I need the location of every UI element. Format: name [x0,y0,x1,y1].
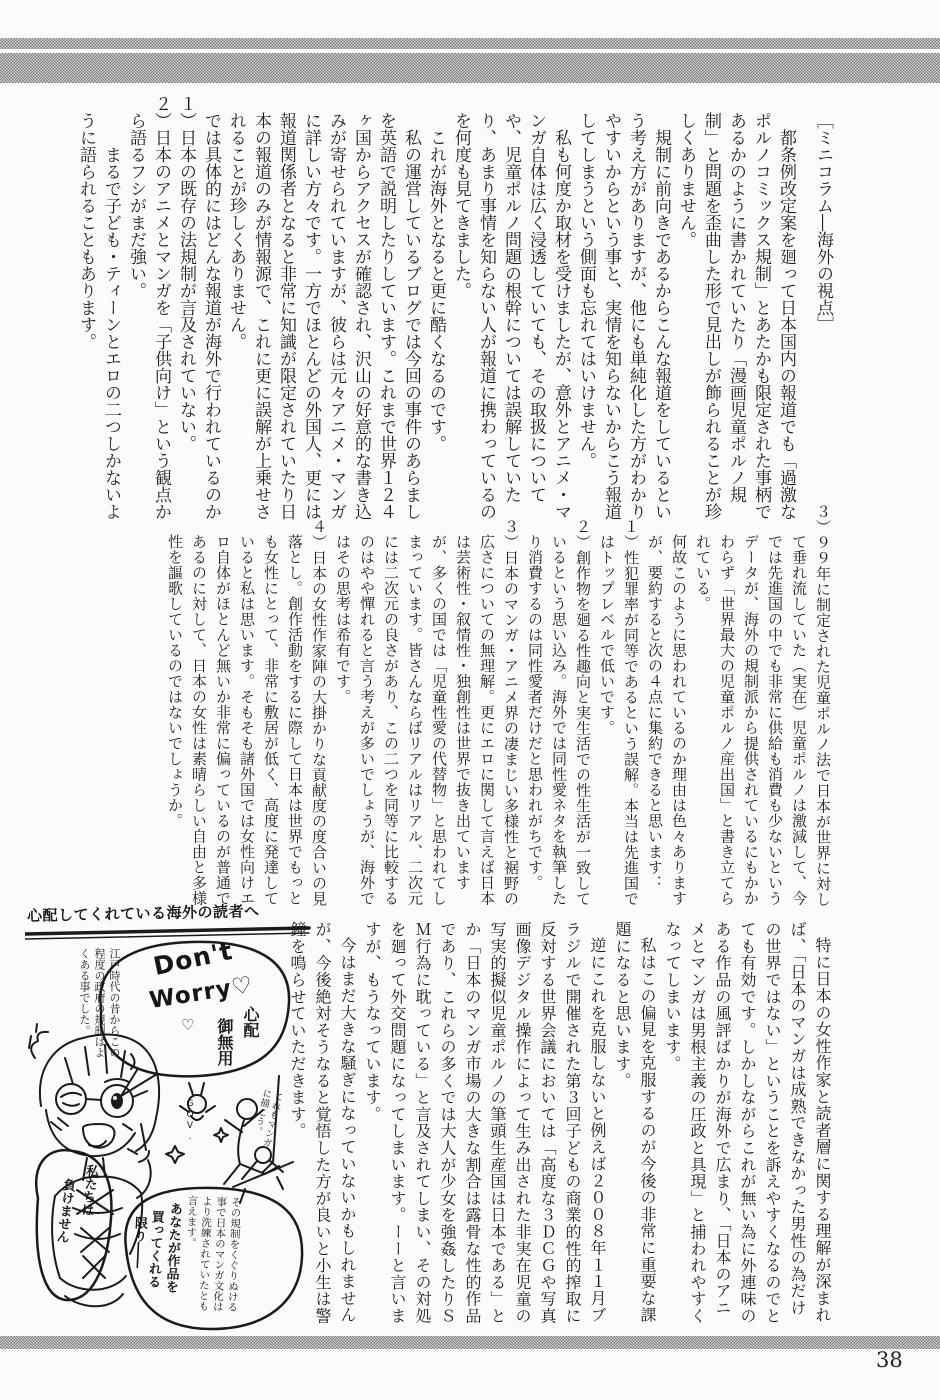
mini-column-section-1 [73,95,835,524]
reader-message-illustration [25,896,313,1338]
list-item: ４）日本の女性作家陣の大掛かりな貢献度の度合いの見落とし。創作活動をするに際して日本は世界でもっとも女性にとって、非常に敷居が低く、高度に発達していると私は思います。そもそも諸外国では女性向けエロ自体がほとんど無いか非常に偏っているのが普通であるのに対して、日本の女性は素晴らしい自由と多様性を謳歌しているのではないでしょうか。 [166,519,328,907]
illustration-caption: 心配してくれている海外の読者へ [26,902,260,925]
mini-column-section-2 [163,504,835,910]
list-item: ２）創作物を廻る性趣向と実生活での性生活が一致しているという思い込み。海外では同性愛ネタを執筆したり消費するのは同性愛者だけだと思われがちです。 [526,519,592,907]
paragraph: 特に日本の女性作家と読者層に関する理解が深まれば、「日本のマンガは成熟できなかった男性の為だけの世界ではない」ということを訴えやすくなるのでとても有効です。しかしながらこれが無い為に外連味のある作品の風評ばかりが海外で広まり、「日本のアニメとマンガは男根主義の圧政と具現」と捕われやすくなってしまいます。 [663,921,832,1325]
caption-underline [25,928,309,939]
paragraph: これが海外となると更に酷くなるのです。 [426,129,446,452]
bottom-bubble-large-text: 限り―― [129,1215,148,1269]
paragraph: 規制に前向きであるからこんな報道をしているという考え方がありますが、他にも単純化した方がわかりやすいからという事と、実情を知らないからこう報道してしまうという側面も忘れてはいけません。 [576,112,671,520]
list-item: ３）９９年に制定された児童ポルノ法で日本が世界に対して垂れ流していた（実在）児童ポルノは激減して、今では先進国の中でも非常に供給も消費も少ないというデータが、海外の規制派から提供されているにもかかわらず「世界最大の児童ポルノ産出国」と書き立てられている。 [694,504,832,907]
left-bubble-text: 負けません [53,1177,76,1244]
paragraph: では具体的にはどんな報道が海外で行われているのか [201,112,221,520]
paragraph: 都条例改定案を廻って日本国内の報道でも「過激なポルノコミックス規制」とあたかも限定された事柄であるかのように書かれていたり「漫画児童ポルノ規制」と問題を歪曲した形で見出しが飾られることが珍しくありません。 [676,112,796,520]
bottom-bubble-small-text: その規制をくぐりぬける事で日本のマンガ文化はより洗練されていたとも言えます。 [184,1195,243,1313]
paragraph: 今はまだ大きな騒ぎになっていないかもしれませんが、今後絶対そうなると覚悟した方が良いと小生は警鐘を鳴らせていただきます。 [288,921,357,1325]
list-item: ３）日本のマンガ・アニメ界の凄まじい多様性と裾野の広さについての無理解。更にエロに関して言えば日本は芸術性・叙情性・独創性は世界で抜き出ていますが、多くの国では「児童性愛の代替物」と思われてしまっています。皆さんならばリアルはリアル、二次元には二次元の良さがあり、この二つを同等に比較するのはやや憚れると言う考えが多いでしょうが、海外ではその思考は希有です。 [334,519,520,907]
starburst [166,1146,184,1163]
paragraph: 私の運営しているブログでは今回の事件のあらましを英語で説明したりしています。これまで世界１２４ヶ国からアクセスが確認され、沢山の好意的な書き込みが寄せられていますが、彼らは元々アニメ・マンガに詳しい方々です。一方でほとんどの外国人、更には報道関係者となると非常に知識が限定されていたり日本の報道のみが情報源で、これに更に誤解が上乗せされることが珍しくありません。 [226,112,421,520]
column-title: ［ミニコラム―海外の視点］ [813,112,833,333]
top-border-stripe-thin [0,38,940,49]
open-mouth [83,1124,114,1148]
dont-worry-text-line2: Worry♡ [147,971,256,1015]
bubble-jp-text: 御無用 [215,1018,234,1066]
dont-worry-text-line1: Don't [150,935,236,982]
list-item: １）性犯罪率が同等であるという誤解。本当は先進国ではトップレベルで低いです。 [598,519,640,907]
gov-label: GOV. [185,1099,195,1143]
margin-note: これもマンガに描こう。 [250,1087,285,1149]
paragraph: まるで子ども・ティーンとエロの二つしかないように語られることもあります。 [76,112,121,520]
left-bubble-text: 私たちは [77,1163,100,1217]
desk-figure [233,1147,293,1203]
page-number: 38 [876,1348,903,1372]
bubble-jp-text: 心配 [241,1006,260,1038]
starburst [214,1128,228,1142]
paragraph: 私も何度か取材を受けましたが、意外とアニメ・マンガ自体は広く浸透していても、その取扱についてや、児童ポルノ問題の根幹については誤解していたり、あまり事情を知らない人が報道に携わっているのを何度も見てきました。 [451,112,571,520]
list-item: ２）日本のアニメとマンガを「子供向け」という観点から語るフシがまだ強い。 [126,95,171,520]
bottom-bubble-large-text: 買ってくれる [144,1209,165,1289]
wink-eye [61,1093,81,1106]
paragraph: 私はこの偏見を克服するのが今後の非常に重要な課題になると思います。 [613,921,657,1324]
paragraph: 何故このように思われているのか理由は色々ありますが、要約すると次の４点に集約できると思います： [646,534,688,906]
list-item: １）日本の既存の法規制が言及されていない。 [176,95,196,452]
bottom-border-stripe [0,1336,940,1349]
bottom-bubble-large-text: あなたが作品を [162,1201,183,1294]
paragraph: 逆にこれを克服しないと例えば２００８年１１月ブラジルで開催された第３回子どもの商業的性的搾取に反対する世界会議においては「高度な３ＤＣＧや写真画像デジタル操作によって生み出された非実在児童の写実的擬似児童ポルノの筆頭生産国は日本である」とか「日本のマンガ市場の大きな割合は露骨な性的作品であり、これらの多くでは大人が少女を強姦したりＳＭ行為に耽っている」と言及されてしまい、その対処を廻って外交問題になってしまいます。ーーと言いますが、もうなっています。 [363,921,607,1325]
pointing-hand [128,1124,151,1198]
top-border-stripe-thick [0,53,940,83]
mini-column-section-3 [285,921,835,1329]
steam-puff [31,1032,48,1058]
heart-icon: ♡ [181,1016,195,1034]
bubble-handwritten-note: 江戸時代の昔からこの程度の政府の規制はよくある事でした。 [78,948,121,1058]
